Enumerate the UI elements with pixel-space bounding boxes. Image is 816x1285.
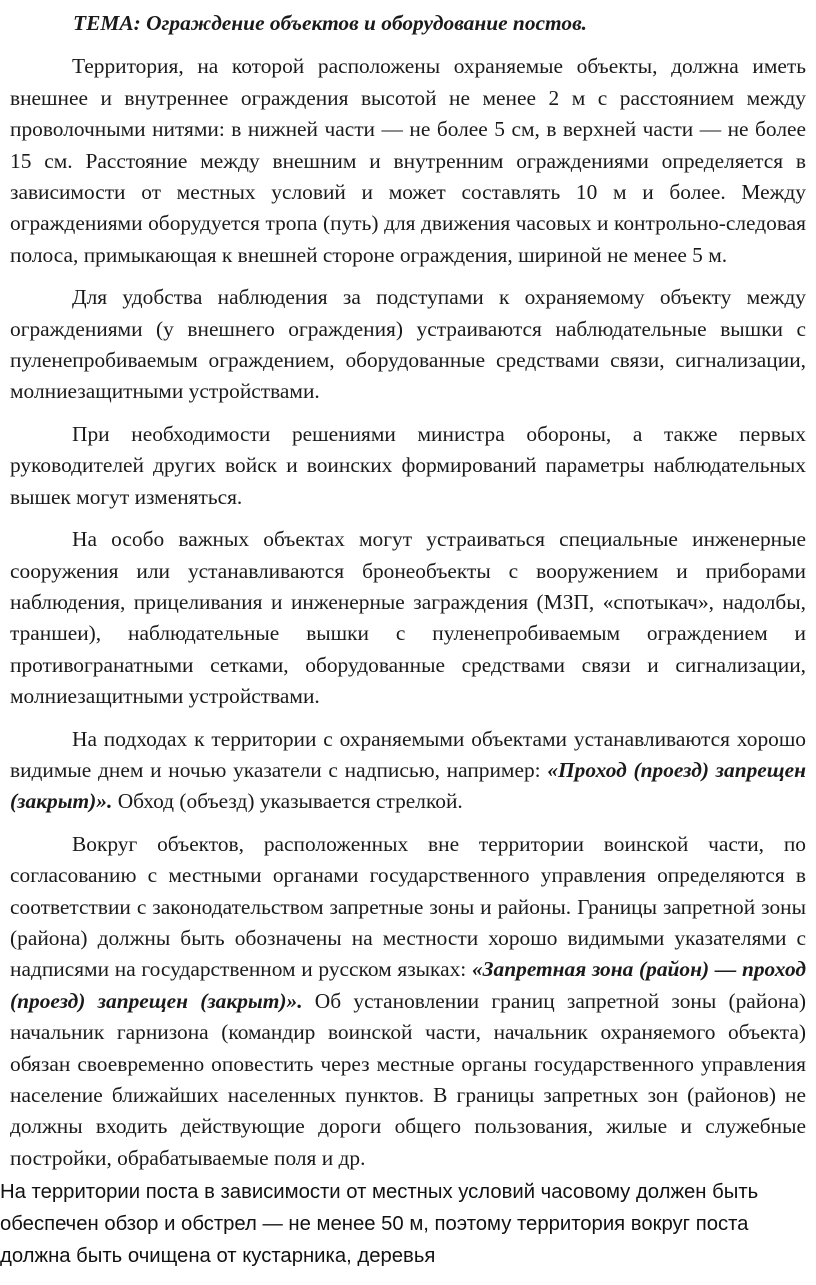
paragraph-special-structures: На особо важных объектах могут устраиваться специальные инженерные сооружения или устанавливаются бронеобъекты с вооружением и приборами наблюдения, прицеливания и инженерные заграждения (МЗП, «спотыкач», надолбы, траншеи), наблюдательные вышки с пуленепробиваемым ограждением и противогранатными сетками, оборудованные средствами связи и сигнализации, молниезащитными устройствами. — [10, 527, 806, 709]
paragraph-text: Обход (объезд) указывается стрелкой. — [112, 789, 463, 814]
document-body — [10, 8, 806, 1185]
paragraph-observation-towers: Для удобства наблюдения за подступами к охраняемому объекту между ограждениями (у внешнего ограждения) устраиваются наблюдательные вышки с пуленепробиваемым ограждением, оборудованные средствами связи, сигнализации, молниезащитными устройствами. — [10, 285, 806, 404]
paragraph-tower-parameters: При необходимости решениями министра обороны, а также первых руководителей других войск и воинских формирований параметры наблюдательных вышек могут изменяться. — [10, 421, 806, 509]
paragraph-fencing-territory: Территория, на которой расположены охраняемые объекты, должна иметь внешнее и внутреннее ограждения высотой не менее 2 м с расстоянием между проволочными нитями: в нижней части — не более 5 см, в верхней части — не более 15 см. Расстояние между внешним и внутренним ограждениями определяется в зависимости от местных условий и может составлять 10 м и более. Между ограждениями оборудуется тропа (путь) для движения часовых и контрольно-следовая полоса, примыкающая к внешней стороне ограждения, шириной не менее 5 м. — [10, 54, 806, 267]
document-title: ТЕМА: Ограждение объектов и оборудование постов. — [73, 11, 587, 35]
post-territory-note: На территории поста в зависимости от местных условий часовому должен быть обеспечен обзор и обстрел — не менее 50 м, поэтому территория вокруг поста должна быть очищена от кустарника, деревья — [0, 1181, 759, 1267]
paragraph-text: Вокруг объектов, расположенных вне территории воинской части, по согласованию с местными органами государственного управления определяются в соответствии с законодательством запретные зоны и районы. Границы запретной зоны (района) должны быть обозначены на местности хорошо видимыми указателями с надписями на государственном и русском языках: — [10, 831, 806, 982]
paragraph-approach-signs — [10, 724, 806, 818]
paragraph-text: На подходах к территории с охраняемыми объектами устанавливаются хорошо видимые днем и ночью указатели с надписью, например: — [10, 726, 806, 782]
paragraph-restricted-zones — [10, 829, 806, 1174]
zone-inscription-emphasis: «Запретная зона (район) — проход (проезд) запрещен (закрыт)». — [10, 957, 806, 1013]
sign-inscription-emphasis: «Проход (проезд) запрещен (закрыт)». — [10, 757, 806, 814]
paragraph-text: Об установлении границ запретной зоны (района) начальник гарнизона (командир воинской части, начальник охраняемого объекта) обязан своевременно оповестить через местные органы государственного управления население ближайших населенных пунктов. В границы запретных зон (районов) не должны входить действующие дороги общего пользования, жилые и служебные постройки, обрабатываемые поля и др. — [10, 988, 806, 1170]
